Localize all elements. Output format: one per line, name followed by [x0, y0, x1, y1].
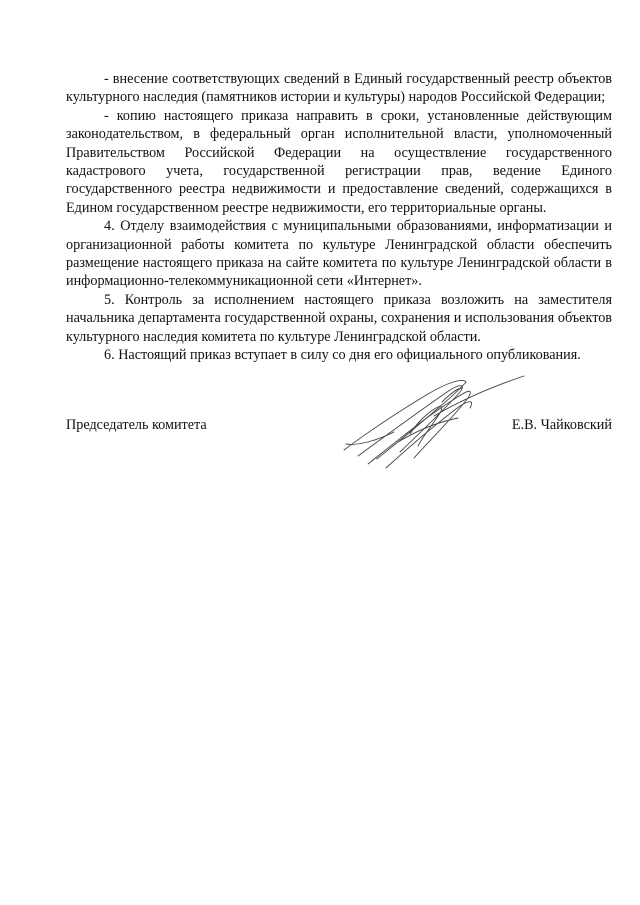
paragraph-item-6: 6. Настоящий приказ вступает в силу со дня его официального опубликования. — [104, 347, 581, 364]
signatory-name: Е.В. Чайковский — [511, 417, 612, 433]
paragraph-item-5: 5. Контроль за исполнением настоящего приказа возложить на заместителя начальника департамента государственной охраны, сохранения и использования объектов культурного наследия комитета по культуре Ленинградской области. — [66, 291, 612, 345]
signatory-title: Председатель комитета — [66, 417, 207, 433]
signature-block — [66, 416, 612, 436]
paragraph-item-4: 4. Отделу взаимодействия с муниципальными образованиями, информатизации и организационной работы комитета по культуре Ленинградской области обеспечить размещение настоящего приказа на сайте комитета по культуре Ленинградской области в информационно-телекоммуникационной сети «Интернет». — [66, 218, 612, 290]
document-body — [66, 70, 612, 365]
paragraph-send-copy: - копию настоящего приказа направить в сроки, установленные действующим законодательством, в федеральный орган исполнительной власти, уполномоченный Правительством Российской Федерации на осуществление государственного кадастрового учета, государственной регистрации прав, ведение Единого государственного реестра недвижимости и предоставление сведений, содержащихся в Едином государственном реестре недвижимости, его территориальные органы. — [66, 107, 612, 216]
paragraph-registry-entry: - внесение соответствующих сведений в Единый государственный реестр объектов культурного наследия (памятников истории и культуры) народов Российской Федерации; — [66, 71, 612, 106]
